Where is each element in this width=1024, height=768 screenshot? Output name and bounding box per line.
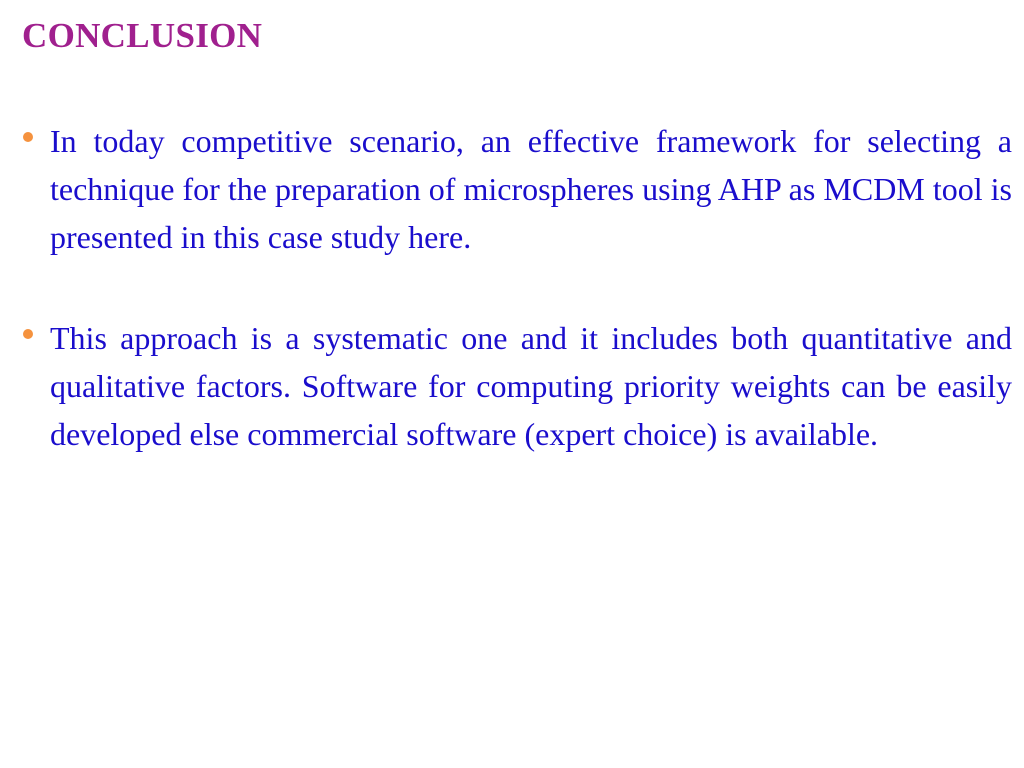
bullet-text: This approach is a systematic one and it includes both quantitative and qualitative factors. Software for computing priority weights can be easily developed else commercial software (expert choice) is available.	[50, 320, 1012, 452]
bullet-item	[50, 314, 1012, 458]
bullet-dot-icon	[23, 132, 33, 142]
bullet-item	[50, 117, 1012, 261]
bullet-dot-icon	[23, 329, 33, 339]
bullet-text: In today competitive scenario, an effective framework for selecting a technique for the preparation of microspheres using AHP as MCDM tool is presented in this case study here.	[50, 123, 1012, 255]
slide-title: CONCLUSION	[22, 16, 263, 55]
bullet-list	[50, 117, 1012, 511]
